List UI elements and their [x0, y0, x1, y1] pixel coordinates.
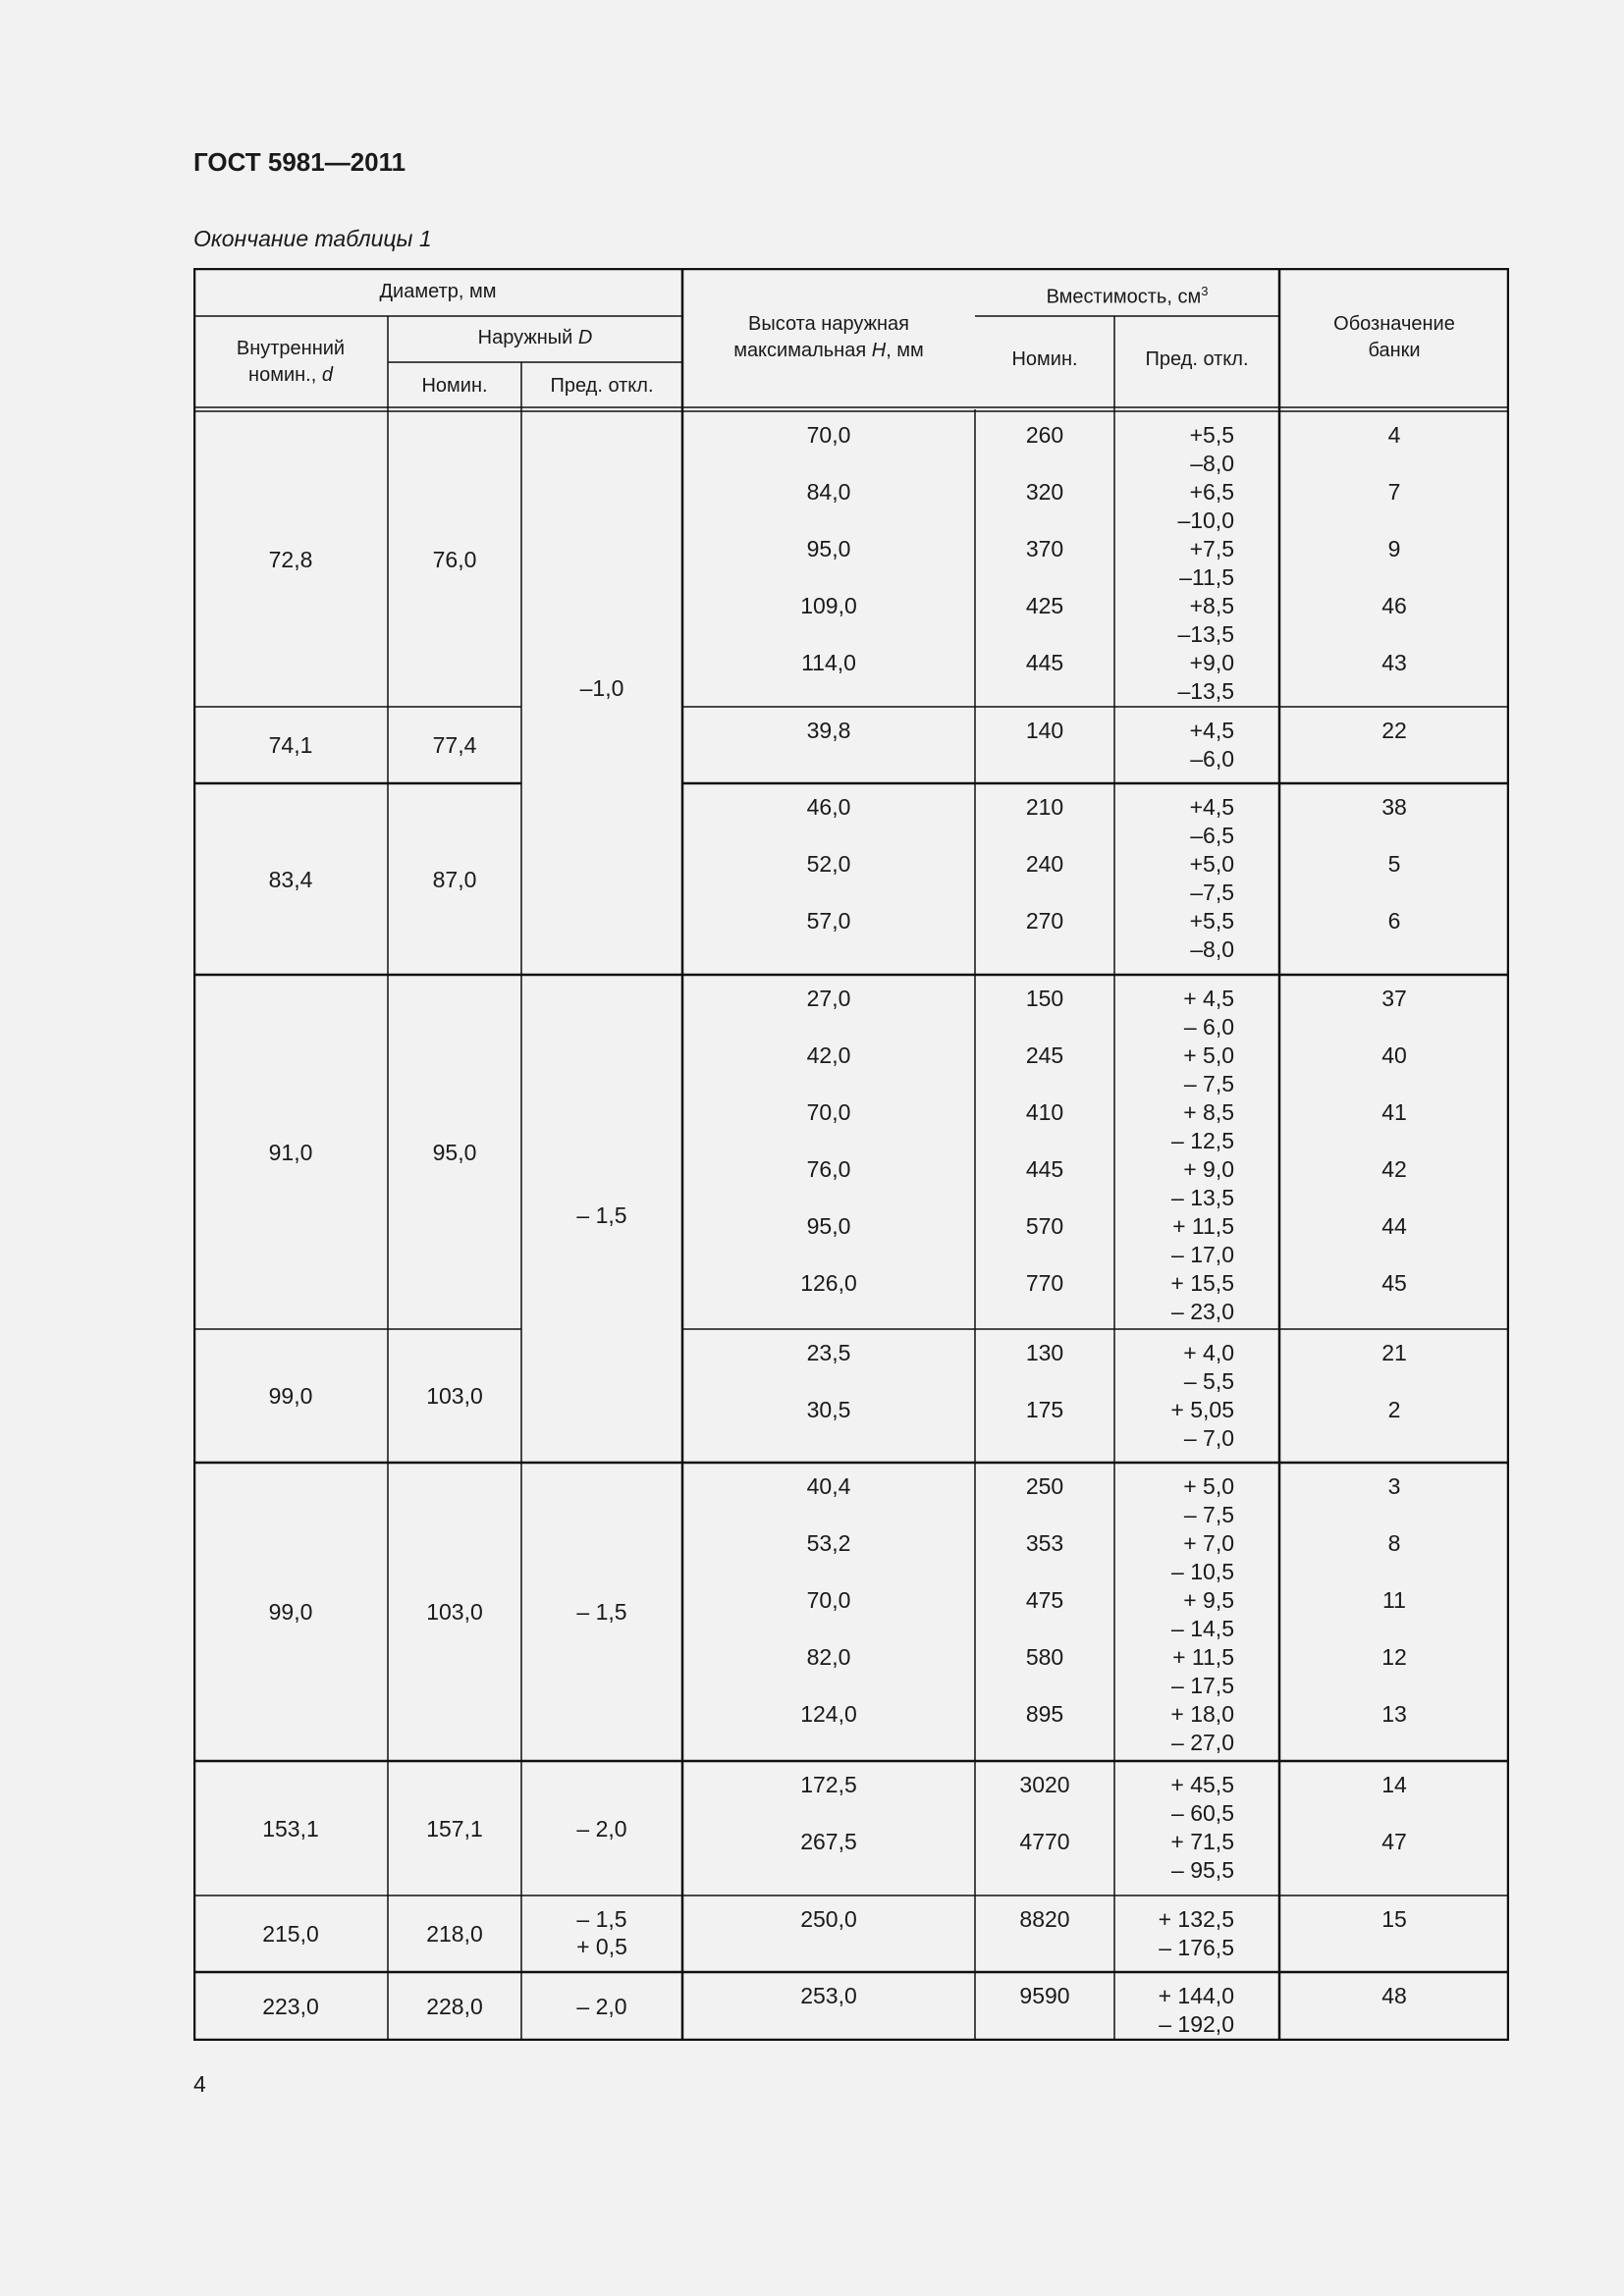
- height-value: 57,0: [806, 908, 851, 934]
- designation-code: 43: [1381, 650, 1407, 675]
- capacity-tol-plus: + 132,5: [1158, 1906, 1234, 1932]
- capacity-tol-plus: + 45,5: [1170, 1772, 1234, 1797]
- capacity-tol-plus: +7,5: [1189, 536, 1234, 561]
- header-capacity: Вместимость, $см^3$: [1046, 284, 1209, 308]
- capacity-nominal: 445: [1025, 1156, 1064, 1182]
- capacity-nominal: 130: [1025, 1340, 1064, 1365]
- capacity-tol-minus: – 14,5: [1171, 1616, 1234, 1641]
- page-number: 4: [193, 2071, 206, 2097]
- capacity-tol-plus: + 71,5: [1170, 1829, 1234, 1854]
- height-value: 84,0: [806, 479, 851, 505]
- capacity-nominal: 3020: [1019, 1772, 1070, 1797]
- height-value: 27,0: [806, 986, 851, 1011]
- capacity-tol-minus: –13,5: [1177, 678, 1234, 704]
- outer-diameter: 228,0: [426, 1994, 483, 2019]
- capacity-tol-plus: +4,5: [1189, 794, 1234, 820]
- capacity-nominal: 245: [1025, 1042, 1064, 1068]
- inner-diameter: 99,0: [268, 1599, 313, 1625]
- designation-code: 4: [1387, 422, 1401, 448]
- height-value: 39,8: [806, 718, 851, 743]
- designation-code: 6: [1387, 908, 1401, 934]
- capacity-tol-plus: + 11,5: [1172, 1644, 1234, 1670]
- capacity-tol-minus: – 17,0: [1171, 1242, 1234, 1267]
- designation-code: 11: [1382, 1587, 1406, 1613]
- capacity-tol-minus: – 7,5: [1183, 1502, 1234, 1527]
- designation-code: 9: [1387, 536, 1401, 561]
- capacity-tol-plus: +5,5: [1189, 422, 1234, 448]
- height-value: 253,0: [800, 1983, 857, 2008]
- height-value: 250,0: [800, 1906, 857, 1932]
- capacity-nominal: 260: [1025, 422, 1064, 448]
- capacity-nominal: 140: [1025, 718, 1064, 743]
- capacity-tol-minus: – 17,5: [1171, 1673, 1234, 1698]
- data-table: [193, 268, 1509, 2041]
- capacity-nominal: 425: [1025, 593, 1064, 618]
- header-outer-tolerance: Пред. откл.: [550, 375, 654, 397]
- outer-tolerance: – 1,5: [576, 1599, 627, 1625]
- capacity-tol-minus: –11,5: [1179, 564, 1234, 590]
- capacity-tol-plus: + 15,5: [1170, 1270, 1234, 1296]
- capacity-tol-minus: – 7,5: [1183, 1071, 1234, 1096]
- capacity-nominal: 895: [1025, 1701, 1064, 1727]
- designation-code: 46: [1381, 593, 1407, 618]
- inner-diameter: 91,0: [268, 1139, 313, 1165]
- header-capacity-nominal: Номин.: [1011, 348, 1078, 370]
- capacity-tol-minus: – 95,5: [1171, 1857, 1234, 1883]
- designation-code: 44: [1381, 1213, 1407, 1239]
- inner-diameter: 99,0: [268, 1383, 313, 1409]
- header-diameter: Диаметр, мм: [379, 281, 497, 302]
- height-value: 40,4: [806, 1473, 851, 1499]
- designation-code: 48: [1381, 1983, 1407, 2008]
- capacity-tol-plus: +5,5: [1189, 908, 1234, 934]
- header-designation: Обозначение банки: [1333, 313, 1455, 361]
- inner-diameter: 83,4: [268, 866, 313, 892]
- height-value: 52,0: [806, 851, 851, 877]
- height-value: 46,0: [806, 794, 851, 820]
- height-value: 70,0: [806, 1099, 851, 1125]
- capacity-tol-minus: – 192,0: [1159, 2011, 1234, 2037]
- capacity-nominal: 320: [1025, 479, 1064, 505]
- header-height: Высота наружная максимальная H, мм: [733, 313, 924, 361]
- inner-diameter: 74,1: [268, 732, 313, 758]
- capacity-nominal: 580: [1025, 1644, 1064, 1670]
- capacity-nominal: 4770: [1019, 1829, 1070, 1854]
- capacity-tol-minus: – 23,0: [1171, 1299, 1234, 1324]
- capacity-tol-plus: + 5,0: [1183, 1042, 1234, 1068]
- capacity-tol-plus: +9,0: [1189, 650, 1234, 675]
- designation-code: 12: [1381, 1644, 1407, 1670]
- capacity-nominal: 410: [1025, 1099, 1064, 1125]
- header-inner-diameter: Внутренний номин., d: [236, 338, 346, 386]
- capacity-tol-plus: + 4,0: [1183, 1340, 1234, 1365]
- inner-diameter: 215,0: [262, 1921, 319, 1947]
- height-value: 95,0: [806, 536, 851, 561]
- designation-code: 22: [1381, 718, 1407, 743]
- designation-code: 15: [1381, 1906, 1407, 1932]
- capacity-tol-minus: – 13,5: [1171, 1185, 1234, 1210]
- capacity-tol-plus: + 7,0: [1183, 1530, 1234, 1556]
- capacity-tol-plus: + 4,5: [1183, 986, 1234, 1011]
- capacity-tol-plus: + 5,0: [1183, 1473, 1234, 1499]
- capacity-tol-minus: – 27,0: [1171, 1730, 1234, 1755]
- designation-code: 47: [1381, 1829, 1407, 1854]
- capacity-nominal: 250: [1025, 1473, 1064, 1499]
- header-outer-diameter: Наружный D: [477, 327, 593, 348]
- height-value: 267,5: [800, 1829, 857, 1854]
- capacity-tol-plus: + 5,05: [1170, 1397, 1234, 1422]
- height-value: 172,5: [800, 1772, 857, 1797]
- capacity-tol-plus: +6,5: [1189, 479, 1234, 505]
- capacity-tol-minus: –7,5: [1190, 880, 1234, 905]
- capacity-nominal: 240: [1025, 851, 1064, 877]
- capacity-nominal: 770: [1025, 1270, 1064, 1296]
- outer-tolerance-merged-2: – 1,5: [576, 1202, 627, 1228]
- designation-code: 2: [1387, 1397, 1401, 1422]
- designation-code: 40: [1381, 1042, 1407, 1068]
- inner-diameter: 153,1: [262, 1815, 319, 1842]
- outer-tolerance-upper: – 1,5: [576, 1906, 627, 1932]
- designation-code: 38: [1381, 794, 1407, 820]
- height-value: 95,0: [806, 1213, 851, 1239]
- capacity-tol-plus: + 9,5: [1183, 1587, 1234, 1613]
- capacity-tol-minus: – 60,5: [1171, 1800, 1234, 1826]
- height-value: 42,0: [806, 1042, 851, 1068]
- capacity-tol-minus: – 6,0: [1183, 1014, 1234, 1040]
- outer-diameter: 103,0: [426, 1383, 483, 1409]
- height-value: 70,0: [806, 1587, 851, 1613]
- capacity-tol-minus: –10,0: [1177, 507, 1234, 533]
- designation-code: 3: [1387, 1473, 1401, 1499]
- designation-code: 45: [1381, 1270, 1407, 1296]
- capacity-nominal: 175: [1025, 1397, 1064, 1422]
- capacity-tol-plus: + 144,0: [1158, 1983, 1234, 2008]
- designation-code: 7: [1387, 479, 1401, 505]
- document-title: ГОСТ 5981—2011: [193, 147, 406, 177]
- outer-diameter: 77,4: [432, 732, 477, 758]
- outer-tolerance-lower: + 0,5: [576, 1934, 627, 1959]
- capacity-tol-plus: +8,5: [1189, 593, 1234, 618]
- capacity-nominal: 570: [1025, 1213, 1064, 1239]
- designation-code: 42: [1381, 1156, 1407, 1182]
- inner-diameter: 223,0: [262, 1994, 319, 2019]
- capacity-tol-minus: – 176,5: [1159, 1935, 1234, 1960]
- inner-diameter: 72,8: [268, 546, 313, 572]
- capacity-tol-plus: +4,5: [1189, 718, 1234, 743]
- capacity-tol-minus: –13,5: [1177, 621, 1234, 647]
- capacity-tol-minus: – 10,5: [1171, 1559, 1234, 1584]
- capacity-nominal: 9590: [1019, 1983, 1070, 2008]
- capacity-tol-minus: –8,0: [1190, 451, 1234, 476]
- capacity-nominal: 445: [1025, 650, 1064, 675]
- height-value: 82,0: [806, 1644, 851, 1670]
- outer-diameter: 157,1: [426, 1815, 483, 1842]
- capacity-tol-minus: – 12,5: [1171, 1128, 1234, 1153]
- designation-code: 41: [1381, 1099, 1407, 1125]
- outer-diameter: 95,0: [432, 1139, 477, 1165]
- capacity-tol-minus: –6,5: [1190, 823, 1234, 848]
- capacity-nominal: 353: [1025, 1530, 1064, 1556]
- outer-tolerance: – 2,0: [576, 1815, 627, 1842]
- designation-code: 13: [1381, 1701, 1407, 1727]
- capacity-nominal: 475: [1025, 1587, 1064, 1613]
- capacity-nominal: 270: [1025, 908, 1064, 934]
- outer-diameter: 218,0: [426, 1921, 483, 1947]
- capacity-tol-plus: + 9,0: [1183, 1156, 1234, 1182]
- height-value: 109,0: [800, 593, 857, 618]
- capacity-nominal: 150: [1025, 986, 1064, 1011]
- height-value: 124,0: [800, 1701, 857, 1727]
- capacity-tol-plus: +5,0: [1189, 851, 1234, 877]
- capacity-tol-plus: + 11,5: [1172, 1213, 1234, 1239]
- capacity-tol-minus: – 5,5: [1183, 1368, 1234, 1394]
- designation-code: 8: [1387, 1530, 1401, 1556]
- capacity-tol-minus: –6,0: [1190, 746, 1234, 772]
- designation-code: 14: [1381, 1772, 1407, 1797]
- height-value: 126,0: [800, 1270, 857, 1296]
- header-outer-nominal: Номин.: [421, 375, 488, 397]
- height-value: 70,0: [806, 422, 851, 448]
- outer-diameter: 76,0: [432, 546, 477, 572]
- capacity-tol-minus: – 7,0: [1183, 1425, 1234, 1451]
- height-value: 114,0: [801, 650, 856, 675]
- outer-tolerance: – 2,0: [576, 1994, 627, 2019]
- capacity-tol-plus: + 18,0: [1170, 1701, 1234, 1727]
- capacity-nominal: 370: [1025, 536, 1064, 561]
- header-capacity-tolerance: Пред. откл.: [1145, 348, 1249, 370]
- outer-diameter: 87,0: [432, 866, 477, 892]
- height-value: 76,0: [806, 1156, 851, 1182]
- outer-diameter: 103,0: [426, 1599, 483, 1625]
- designation-code: 37: [1381, 986, 1407, 1011]
- designation-code: 5: [1387, 851, 1401, 877]
- outer-tolerance-merged-1: –1,0: [579, 675, 624, 701]
- capacity-tol-minus: –8,0: [1190, 936, 1234, 962]
- table-caption: Окончание таблицы 1: [193, 226, 432, 251]
- designation-code: 21: [1381, 1340, 1407, 1365]
- capacity-nominal: 8820: [1019, 1906, 1070, 1932]
- capacity-nominal: 210: [1025, 794, 1064, 820]
- height-value: 23,5: [806, 1340, 851, 1365]
- capacity-tol-plus: + 8,5: [1183, 1099, 1234, 1125]
- height-value: 53,2: [806, 1530, 851, 1556]
- height-value: 30,5: [806, 1397, 851, 1422]
